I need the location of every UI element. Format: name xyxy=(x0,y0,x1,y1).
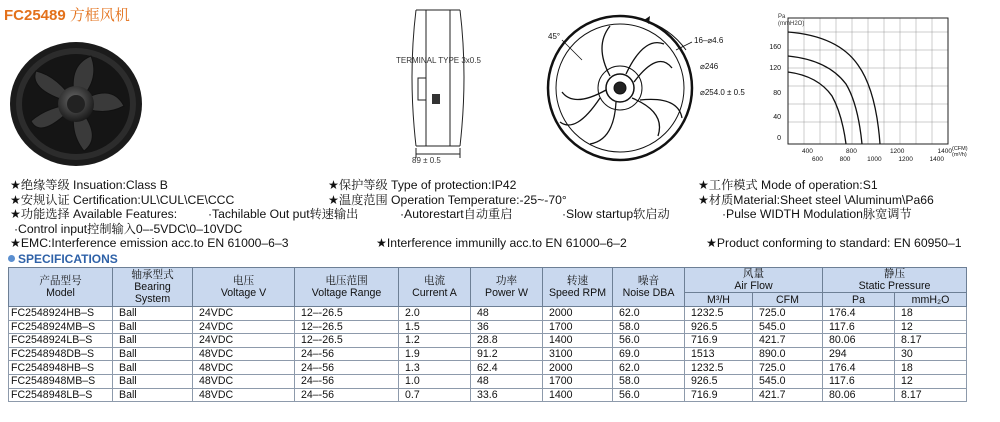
table-row xyxy=(9,347,967,361)
cell-voltage-range: 24–-56 xyxy=(295,347,399,361)
cell-voltage: 24VDC xyxy=(193,334,295,348)
table-row xyxy=(9,388,967,402)
temperature-range: ★温度范围 Operation Temperature:-25~-70° xyxy=(328,192,567,207)
cell-pressure-mmh2o: 12 xyxy=(895,320,967,334)
x-tick: 800 xyxy=(839,156,851,163)
cell-voltage: 48VDC xyxy=(193,374,295,388)
y-unit2: (mmH2O) xyxy=(778,21,805,27)
cell-pressure-mmh2o: 12 xyxy=(895,374,967,388)
cell-model: FC2548948LB–S xyxy=(9,388,113,402)
cell-voltage-range: 12–-26.5 xyxy=(295,334,399,348)
emc-immunity: ★Interference immunilly acc.to EN 61000–6–2 xyxy=(376,236,627,251)
cell-voltage-range: 24–-56 xyxy=(295,388,399,402)
cell-power: 48 xyxy=(471,374,543,388)
x-tick: 1400 xyxy=(929,156,944,163)
cell-speed: 1700 xyxy=(543,320,613,334)
cell-bearing: Ball xyxy=(113,320,193,334)
cell-voltage-range: 12–-26.5 xyxy=(295,307,399,321)
col-mmh2o: mmH₂O xyxy=(895,293,967,307)
cell-pressure-mmh2o: 18 xyxy=(895,307,967,321)
cell-model: FC2548948MB–S xyxy=(9,374,113,388)
cell-airflow-m3h: 1513 xyxy=(685,347,753,361)
col-m3h: M³/H xyxy=(685,293,753,307)
y-unit: Pa xyxy=(778,14,786,20)
x-tick: 1400 xyxy=(937,148,952,155)
col-speed-en: Speed RPM xyxy=(548,287,607,299)
col-bearing-cn: 轴承型式 xyxy=(131,269,174,281)
cell-bearing: Ball xyxy=(113,334,193,348)
col-voltage-cn: 电压 xyxy=(232,275,255,287)
cell-airflow-cfm: 545.0 xyxy=(753,374,823,388)
cell-speed: 3100 xyxy=(543,347,613,361)
cell-voltage-range: 24–-56 xyxy=(295,361,399,375)
table-row xyxy=(9,320,967,334)
col-cfm: CFM xyxy=(753,293,823,307)
cell-airflow-cfm: 421.7 xyxy=(753,388,823,402)
col-airflow-en: Air Flow xyxy=(734,280,773,292)
col-current-cn: 电流 xyxy=(423,275,446,287)
cell-airflow-cfm: 545.0 xyxy=(753,320,823,334)
table-row xyxy=(9,307,967,321)
col-power xyxy=(471,268,543,307)
col-noise-cn: 噪音 xyxy=(637,275,660,287)
cell-pressure-mmh2o: 30 xyxy=(895,347,967,361)
cell-pressure-mmh2o: 8.17 xyxy=(895,388,967,402)
cell-airflow-cfm: 725.0 xyxy=(753,361,823,375)
cell-power: 36 xyxy=(471,320,543,334)
cell-airflow-cfm: 890.0 xyxy=(753,347,823,361)
holes-label: 16–⌀4.6 xyxy=(694,36,724,45)
angle-label: 45° xyxy=(548,32,561,41)
feature-autorestart: ·Autorestart自动重启 xyxy=(400,207,513,222)
cell-noise: 58.0 xyxy=(613,320,685,334)
col-range-en: Voltage Range xyxy=(311,287,382,299)
cell-pressure-pa: 294 xyxy=(823,347,895,361)
cell-bearing: Ball xyxy=(113,361,193,375)
material: ★材质Material:Sheet steel \Aluminum\Pa66 xyxy=(698,192,934,207)
y-tick: 160 xyxy=(769,44,781,51)
x-unit: (CFM) xyxy=(952,146,968,152)
col-airflow-cn: 风量 xyxy=(742,268,765,280)
curve-x-ticks-m3 xyxy=(812,156,944,163)
col-range-cn: 电压范围 xyxy=(325,275,368,287)
cell-voltage: 48VDC xyxy=(193,361,295,375)
cell-airflow-m3h: 1232.5 xyxy=(685,307,753,321)
depth-dimension: 89 ± 0.5 xyxy=(412,156,441,165)
col-voltage-range xyxy=(295,268,399,307)
x-unit2: (m³/h) xyxy=(952,152,967,158)
col-current-en: Current A xyxy=(412,287,457,299)
cell-speed: 2000 xyxy=(543,307,613,321)
cell-airflow-m3h: 926.5 xyxy=(685,320,753,334)
col-model-en: Model xyxy=(46,287,75,299)
cell-voltage: 48VDC xyxy=(193,347,295,361)
product-name-cn: 方框风机 xyxy=(69,7,130,24)
specifications-body xyxy=(9,307,967,402)
cell-model: FC2548924LB–S xyxy=(9,334,113,348)
cell-voltage: 24VDC xyxy=(193,320,295,334)
front-view-drawing xyxy=(540,10,700,165)
cell-voltage: 24VDC xyxy=(193,307,295,321)
y-tick: 80 xyxy=(773,90,781,97)
cell-current: 1.9 xyxy=(399,347,471,361)
cell-pressure-pa: 176.4 xyxy=(823,307,895,321)
col-speed-cn: 转速 xyxy=(566,275,589,287)
col-noise xyxy=(613,268,685,307)
standard-conformity: ★Product conforming to standard: EN 60950–1 xyxy=(706,236,962,251)
cell-model: FC2548948DB–S xyxy=(9,347,113,361)
cell-speed: 1400 xyxy=(543,388,613,402)
y-tick: 40 xyxy=(773,114,781,121)
cell-pressure-pa: 117.6 xyxy=(823,374,895,388)
col-current xyxy=(399,268,471,307)
cell-pressure-pa: 80.06 xyxy=(823,388,895,402)
cell-current: 2.0 xyxy=(399,307,471,321)
curve-y-unit xyxy=(778,14,804,28)
cell-speed: 2000 xyxy=(543,361,613,375)
cell-bearing: Ball xyxy=(113,388,193,402)
col-speed xyxy=(543,268,613,307)
certification: ★安规认证 Certification:UL\CUL\CE\CCC xyxy=(10,192,235,207)
table-row xyxy=(9,374,967,388)
fan-photo xyxy=(6,36,156,168)
x-tick: 600 xyxy=(812,156,823,163)
cell-noise: 56.0 xyxy=(613,334,685,348)
cell-voltage: 48VDC xyxy=(193,388,295,402)
product-title xyxy=(4,4,130,25)
table-row xyxy=(9,334,967,348)
cell-model: FC2548924MB–S xyxy=(9,320,113,334)
feature-tach: ·Tachilable Out put转速输出 xyxy=(208,207,359,222)
col-pa: Pa xyxy=(823,293,895,307)
col-pressure xyxy=(823,268,967,293)
x-tick: 400 xyxy=(802,148,813,155)
cell-current: 0.7 xyxy=(399,388,471,402)
cell-airflow-cfm: 725.0 xyxy=(753,307,823,321)
cell-model: FC2548924HB–S xyxy=(9,307,113,321)
cell-speed: 1400 xyxy=(543,334,613,348)
col-power-cn: 功率 xyxy=(495,275,518,287)
cell-power: 62.4 xyxy=(471,361,543,375)
cell-speed: 1700 xyxy=(543,374,613,388)
feature-slow-start: ·Slow startup软启动 xyxy=(562,207,670,222)
col-voltage xyxy=(193,268,295,307)
cell-airflow-m3h: 1232.5 xyxy=(685,361,753,375)
cell-pressure-pa: 176.4 xyxy=(823,361,895,375)
cell-power: 48 xyxy=(471,307,543,321)
emc-emission: ★EMC:Interference emission acc.to EN 61000–6–3 xyxy=(10,236,289,251)
work-mode: ★工作模式 Mode of operation:S1 xyxy=(698,178,878,192)
cell-current: 1.5 xyxy=(399,320,471,334)
col-bearing-en1: Bearing xyxy=(134,281,171,293)
col-bearing xyxy=(113,268,193,307)
cell-noise: 69.0 xyxy=(613,347,685,361)
cell-current: 1.0 xyxy=(399,374,471,388)
x-tick: 1200 xyxy=(898,156,913,163)
protection-type: ★保护等级 Type of protection:IP42 xyxy=(328,178,517,192)
terminal-type-label: TERMINAL TYPE 3x0.5 xyxy=(396,56,481,65)
cell-voltage-range: 24–-56 xyxy=(295,374,399,388)
col-power-en: Power W xyxy=(485,287,528,299)
model-code: FC25489 xyxy=(4,7,66,24)
cell-bearing: Ball xyxy=(113,307,193,321)
performance-curve xyxy=(758,10,983,166)
x-tick: 1200 xyxy=(889,148,905,155)
curve-y-ticks xyxy=(759,40,781,148)
x-tick: 1000 xyxy=(867,156,882,163)
cell-bearing: Ball xyxy=(113,347,193,361)
side-view-drawing xyxy=(388,6,498,168)
y-tick: 0 xyxy=(777,135,781,142)
cell-power: 33.6 xyxy=(471,388,543,402)
feature-pwm: ·Pulse WIDTH Modulation脉宽调节 xyxy=(722,207,912,222)
specifications-heading: SPECIFICATIONS xyxy=(8,252,118,266)
cell-airflow-m3h: 716.9 xyxy=(685,334,753,348)
cell-noise: 62.0 xyxy=(613,307,685,321)
col-bearing-en2: System xyxy=(134,293,171,305)
specifications-table xyxy=(8,267,967,402)
cell-pressure-pa: 117.6 xyxy=(823,320,895,334)
col-model-cn: 产品型号 xyxy=(39,275,82,287)
x-tick: 800 xyxy=(845,148,857,155)
cell-noise: 56.0 xyxy=(613,388,685,402)
col-model xyxy=(9,268,113,307)
cell-airflow-m3h: 716.9 xyxy=(685,388,753,402)
curve-x-ticks-cfm xyxy=(802,148,952,155)
col-airflow xyxy=(685,268,823,293)
cell-model: FC2548948HB–S xyxy=(9,361,113,375)
table-row xyxy=(9,361,967,375)
cell-noise: 58.0 xyxy=(613,374,685,388)
cell-pressure-mmh2o: 8.17 xyxy=(895,334,967,348)
blade-diameter-label: ⌀246 xyxy=(700,62,719,71)
cell-airflow-cfm: 421.7 xyxy=(753,334,823,348)
cell-noise: 62.0 xyxy=(613,361,685,375)
y-tick: 120 xyxy=(769,65,781,72)
cell-pressure-pa: 80.06 xyxy=(823,334,895,348)
control-input: ·Control input控制输入0–-5VDC\0–10VDC xyxy=(14,221,243,236)
cell-bearing: Ball xyxy=(113,374,193,388)
curve-x-unit xyxy=(952,146,968,158)
cell-pressure-mmh2o: 18 xyxy=(895,361,967,375)
col-pressure-en: Static Pressure xyxy=(858,280,931,292)
col-pressure-cn: 静压 xyxy=(883,268,906,280)
cell-current: 1.2 xyxy=(399,334,471,348)
col-voltage-en: Voltage V xyxy=(220,287,267,299)
cell-airflow-m3h: 926.5 xyxy=(685,374,753,388)
cell-current: 1.3 xyxy=(399,361,471,375)
cell-voltage-range: 12–-26.5 xyxy=(295,320,399,334)
available-features: ★功能选择 Available Features: xyxy=(10,207,178,222)
insulation-class: ★绝缘等级 Insuation:Class B xyxy=(10,178,168,192)
cell-power: 91.2 xyxy=(471,347,543,361)
cell-power: 28.8 xyxy=(471,334,543,348)
col-noise-en: Noise DBA xyxy=(622,287,675,299)
frame-diameter-label: ⌀254.0 ± 0.5 xyxy=(700,88,745,97)
